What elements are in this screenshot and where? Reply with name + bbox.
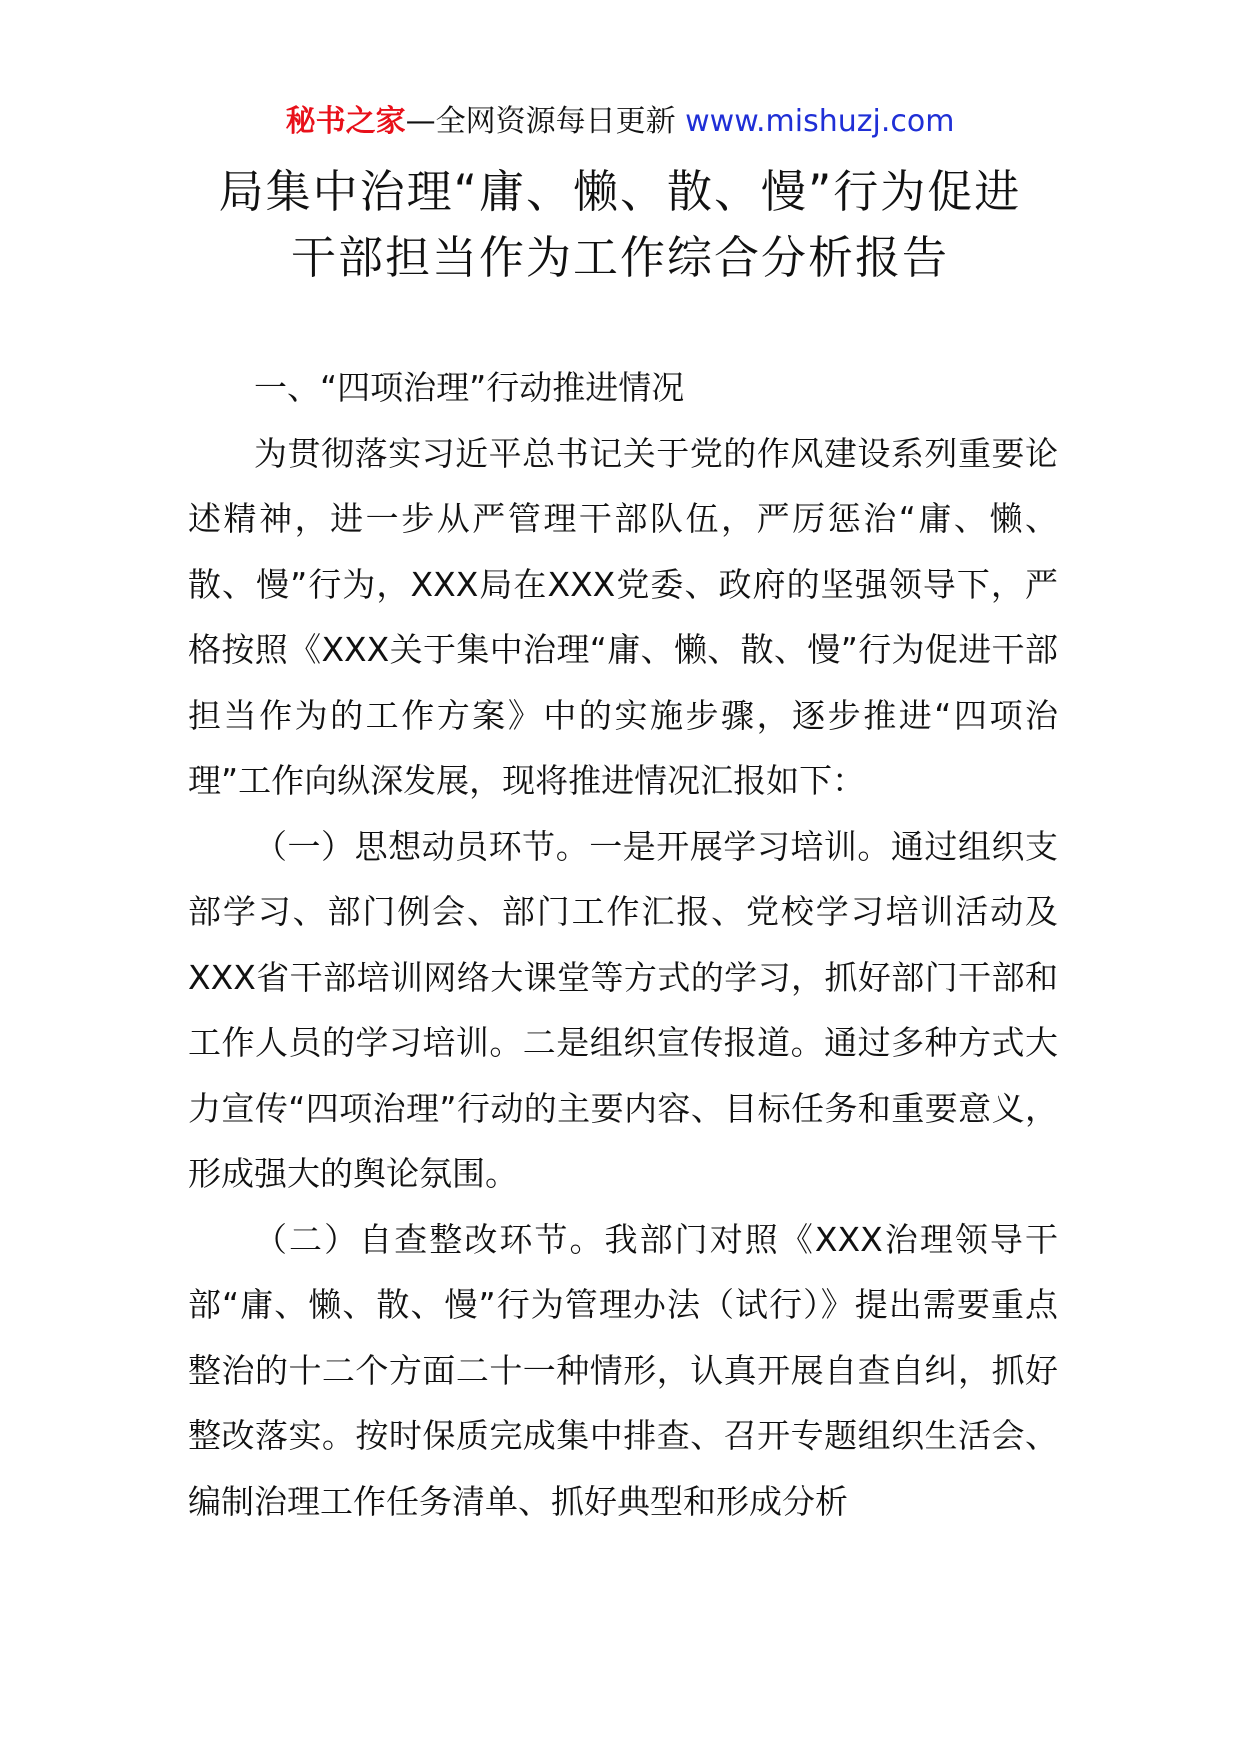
paragraph-self-inspection: （二）自查整改环节。我部门对照《XXX治理领导干部“庸、懒、散、慢”行为管理办法（试行）》提出需要重点整治的十二个方面二十一种情形，认真开展自查自纠，抓好整改落实。按时保质完成集中排查、召开专题组织生活会、编制治理工作任务清单、抓好典型和形成分析 (188, 1219, 1058, 1521)
document-title-line-1: 局集中治理“庸、懒、散、慢”行为促进 (218, 165, 1022, 218)
site-slogan: —全网资源每日更新 (405, 104, 686, 139)
site-brand: 秘书之家 (285, 104, 406, 139)
section-heading: 一、“四项治理”行动推进情况 (254, 368, 685, 407)
site-url-link[interactable]: www.mishuzj.com (685, 104, 955, 139)
site-banner (0, 100, 1240, 144)
paragraph-mobilization: （一）思想动员环节。一是开展学习培训。通过组织支部学习、部门例会、部门工作汇报、党校学习培训活动及XXX省干部培训网络大课堂等方式的学习，抓好部门干部和工作人员的学习培训。二是组织宣传报道。通过多种方式大力宣传“四项治理”行动的主要内容、目标任务和重要意义，形成强大的舆论氛围。 (188, 826, 1058, 1193)
document-title-line-2: 干部担当作为工作综合分析报告 (290, 231, 949, 284)
document-body (188, 355, 1058, 1534)
paragraph-intro: 为贯彻落实习近平总书记关于党的作风建设系列重要论述精神，进一步从严管理干部队伍，严厉惩治“庸、懒、散、慢”行为，XXX局在XXX党委、政府的坚强领导下，严格按照《XXX关于集中治理“庸、懒、散、慢”行为促进干部担当作为的工作方案》中的实施步骤，逐步推进“四项治理”工作向纵深发展，现将推进情况汇报如下： (188, 433, 1058, 800)
